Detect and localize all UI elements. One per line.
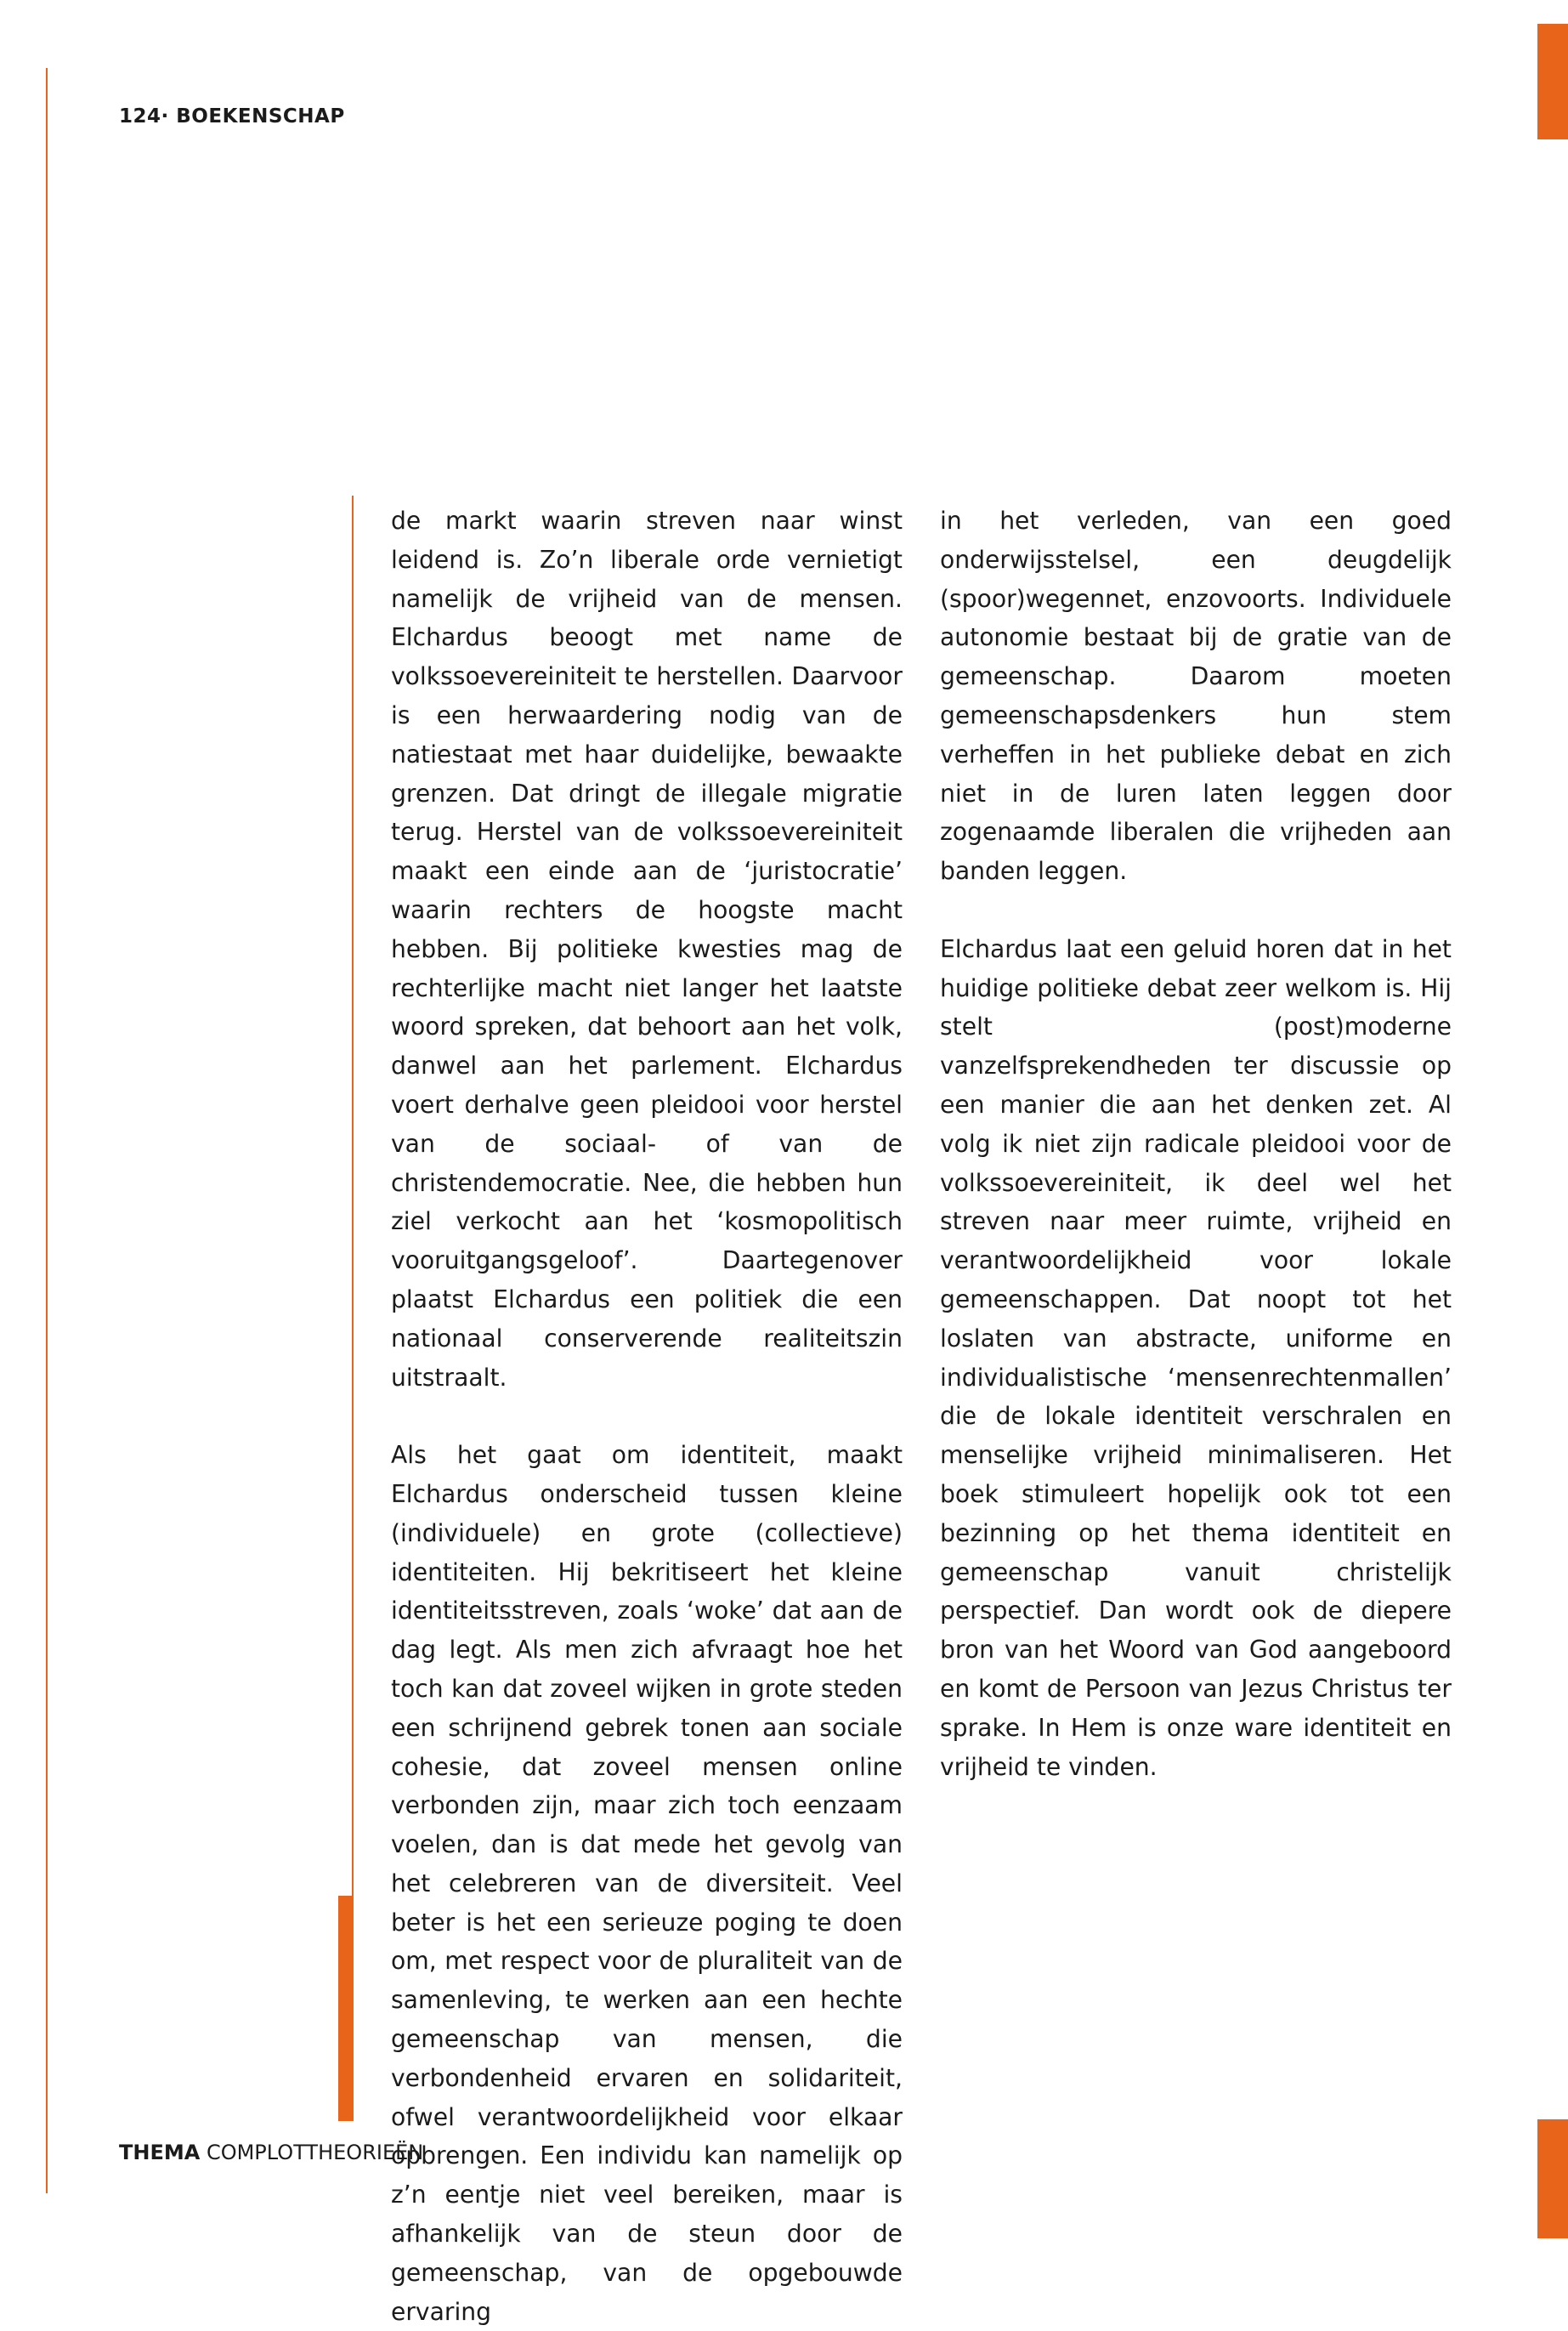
section-title: BOEKENSCHAP: [176, 105, 345, 128]
top-corner-tab: [1537, 24, 1568, 139]
article-column-right: [940, 502, 1452, 1786]
paragraph: de markt waarin streven naar winst leidend is. Zo’n liberale orde vernietigt namelijk de vrijheid van de mensen. Elchardus beoogt met name de volkssoevereiniteit te herstellen. Daarvoor is een herwaardering nodig van de natiestaat met haar duidelijke, bewaakte grenzen. Dat dringt de illegale migratie terug. Herstel van de volkssoevereiniteit maakt een einde aan de ‘juristocratie’ waarin rechters de hoogste macht hebben. Bij politieke kwesties mag de rechterlijke macht niet langer het laatste woord spreken, dat behoort aan het volk, danwel aan het parlement. Elchardus voert derhalve geen pleidooi voor herstel van de sociaal- of van de christendemocratie. Nee, die hebben hun ziel verkocht aan het ‘kosmopolitisch vooruitgangsgeloof’. Daartegenover plaatst Elchardus een politiek die een nationaal conserverende realiteitszin uitstraalt.: [391, 507, 903, 1392]
paragraph: in het verleden, van een goed onderwijsstelsel, een deugdelijk (spoor)wegennet, enzovoorts. Individuele autonomie bestaat bij de gratie van de gemeenschap. Daarom moeten gemeenschapsdenkers hun stem verheffen in het publieke debat en zich niet in de luren laten leggen door zogenaamde liberalen die vrijheden aan banden leggen.: [940, 507, 1452, 886]
column-accent-bar: [338, 1896, 354, 2121]
header-separator: ·: [161, 105, 169, 128]
paragraph: Elchardus laat een geluid horen dat in het huidige politieke debat zeer welkom is. Hij stelt (post)moderne vanzelfsprekendheden ter discussie op een manier die aan het denken zet. Al volg ik niet zijn radicale pleidooi voor de volkssoevereiniteit, ik deel wel het streven naar meer ruimte, vrijheid en verantwoordelijkheid voor lokale gemeenschappen. Dat noopt tot het loslaten van abstracte, uniforme en individualistische ‘mensenrechtenmallen’ die de lokale identiteit verschralen en menselijke vrijheid minimaliseren. Het boek stimuleert hopelijk ook tot een bezinning op het thema identiteit en gemeenschap vanuit christelijk perspectief. Dan wordt ook de diepere bron van het Woord van God aangeboord en komt de Persoon van Jezus Christus ter sprake. In Hem is onze ware identiteit en vrijheid te vinden.: [940, 934, 1452, 1781]
bottom-corner-tab: [1537, 2119, 1568, 2238]
left-margin-rule: [46, 68, 48, 2193]
theme-label: THEMA: [119, 2141, 201, 2164]
theme-topic: COMPLOTTHEORIEËN: [206, 2141, 424, 2164]
page-number: 124: [119, 105, 161, 128]
running-footer: [119, 2141, 423, 2164]
paragraph: Als het gaat om identiteit, maakt Elchardus onderscheid tussen kleine (individuele) en grote (collectieve) identiteiten. Hij bekritiseert het kleine identiteitsstreven, zoals ‘woke’ dat aan de dag legt. Als men zich afvraagt hoe het toch kan dat zoveel wijken in grote steden een schrijnend gebrek tonen aan sociale cohesie, dat zoveel mensen online verbonden zijn, maar zich toch eenzaam voelen, dan is dat mede het gevolg van het celebreren van de diversiteit. Veel beter is het een serieuze poging te doen om, met respect voor de pluraliteit van de samenleving, te werken aan een hechte gemeenschap van mensen, die verbondenheid ervaren en solidariteit, ofwel verantwoordelijkheid voor elkaar opbrengen. Een individu kan namelijk op z’n eentje niet veel bereiken, maar is afhankelijk van de steun door de gemeenschap, van de opgebouwde ervaring: [391, 1441, 903, 2326]
running-header: [119, 105, 345, 128]
column-rule: [352, 496, 354, 1898]
article-column-left: [391, 502, 903, 2331]
